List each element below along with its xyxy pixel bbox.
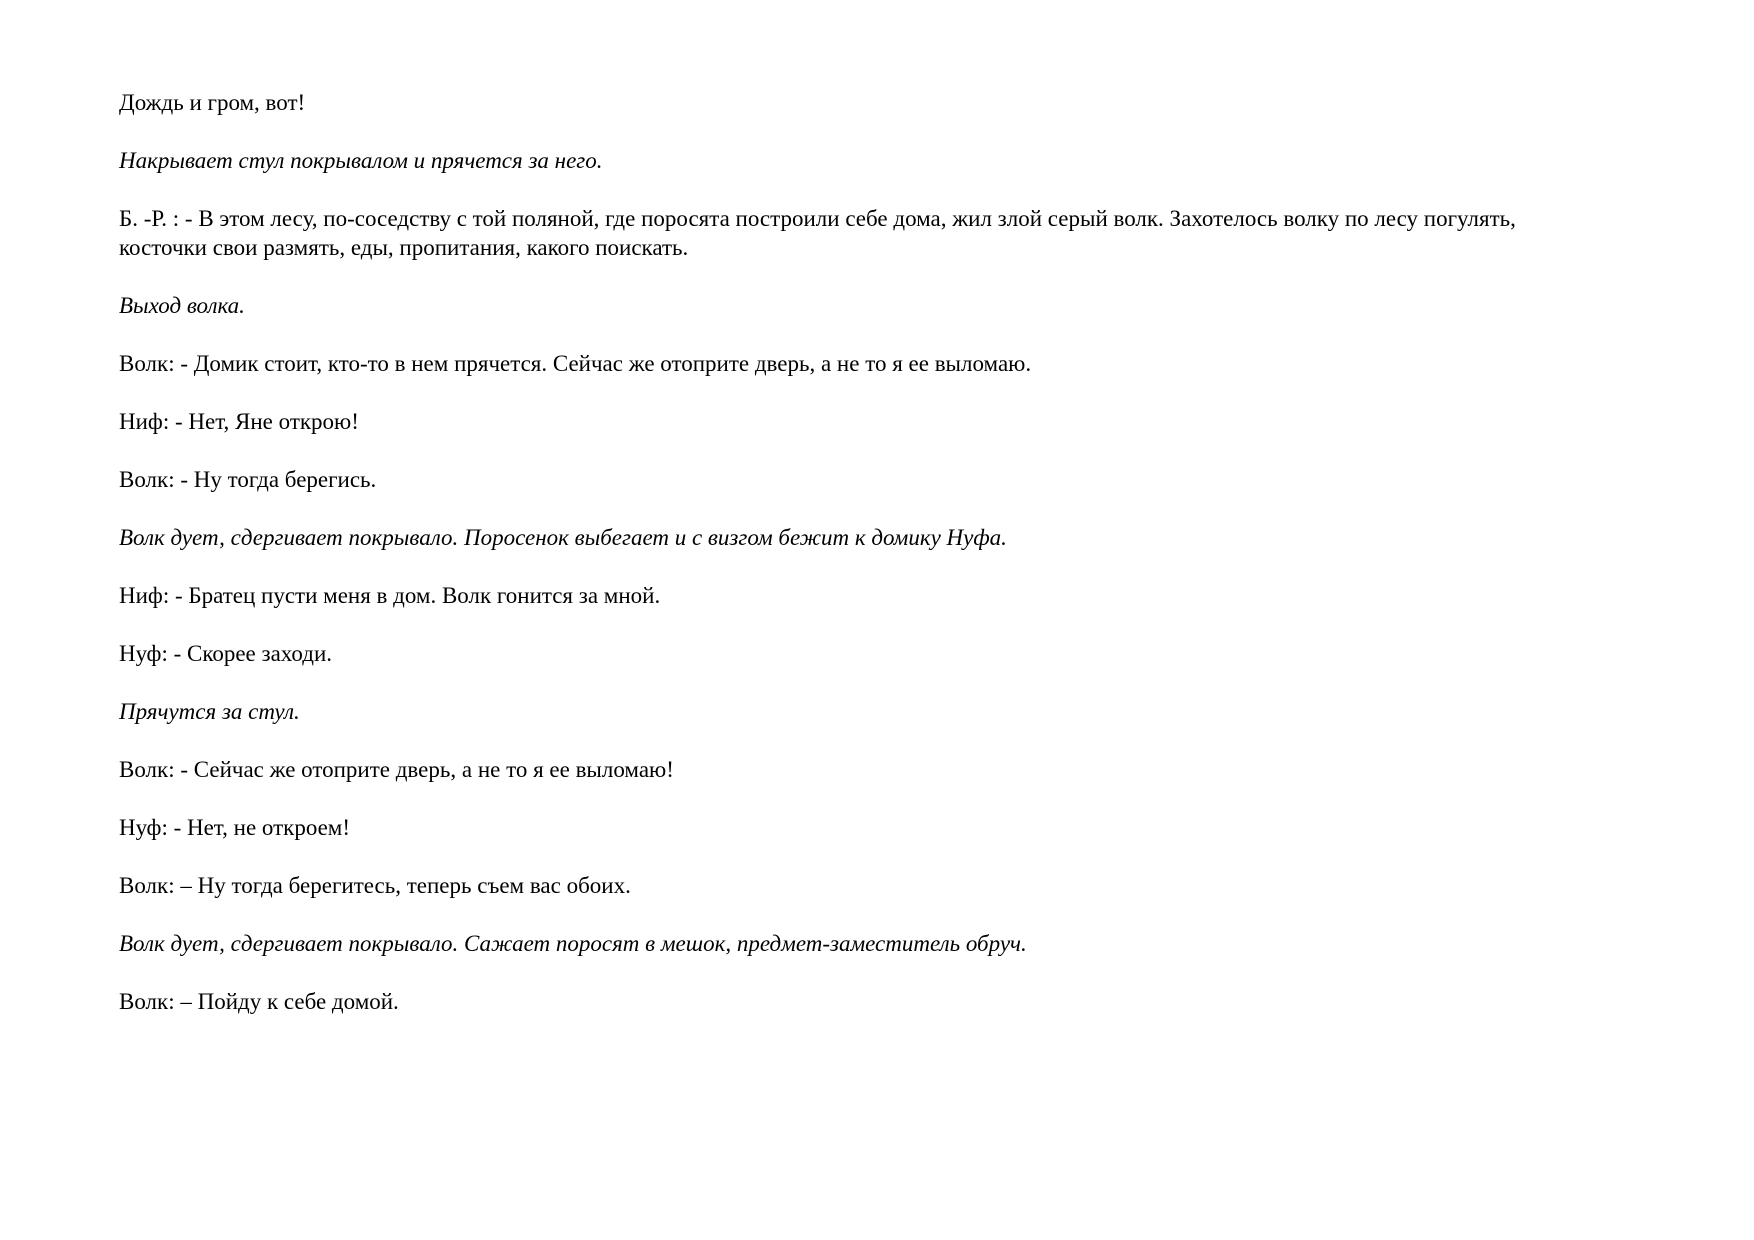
nuf-line-refuse: Нуф: - Нет, не откроем! <box>119 815 351 840</box>
wolf-line-beware: Волк: - Ну тогда берегись. <box>119 467 377 492</box>
stage-direction-wolf-blows-1: Волк дует, сдергивает покрывало. Поросенок выбегает и с визгом бежит к домику Нуфа. <box>119 525 1007 550</box>
stage-direction-wolf-enters: Выход волка. <box>119 293 245 318</box>
stage-direction-cover-chair: Накрывает стул покрывалом и прячется за него. <box>119 148 603 173</box>
nuf-line-come-in: Нуф: - Скорее заходи. <box>119 641 333 666</box>
nif-line-let-me-in: Ниф: - Братец пусти меня в дом. Волк гонится за мной. <box>119 583 661 608</box>
line-rain-thunder: Дождь и гром, вот! <box>119 90 306 115</box>
wolf-line-eat-both: Волк: – Ну тогда берегитесь, теперь съем вас обоих. <box>119 873 631 898</box>
narrator-line-forest: Б. -Р. : - В этом лесу, по-соседству с той поляной, где поросята построили себе дома, жил злой серый волк. Захотелось волку по лесу погулять, косточки свои размять, еды, пропитания, какого поискать. <box>119 206 1516 260</box>
wolf-line-house: Волк: - Домик стоит, кто-то в нем прячется. Сейчас же отоприте дверь, а не то я ее выломаю. <box>119 351 1032 376</box>
script-text-body <box>119 88 1559 1045</box>
nif-line-refuse: Ниф: - Нет, Яне открою! <box>119 409 359 434</box>
stage-direction-hide: Прячутся за стул. <box>119 699 300 724</box>
wolf-line-open-door: Волк: - Сейчас же отоприте дверь, а не то я ее выломаю! <box>119 757 674 782</box>
stage-direction-wolf-blows-2: Волк дует, сдергивает покрывало. Сажает поросят в мешок, предмет-заместитель обруч. <box>119 931 1027 956</box>
wolf-line-go-home: Волк: – Пойду к себе домой. <box>119 989 399 1014</box>
